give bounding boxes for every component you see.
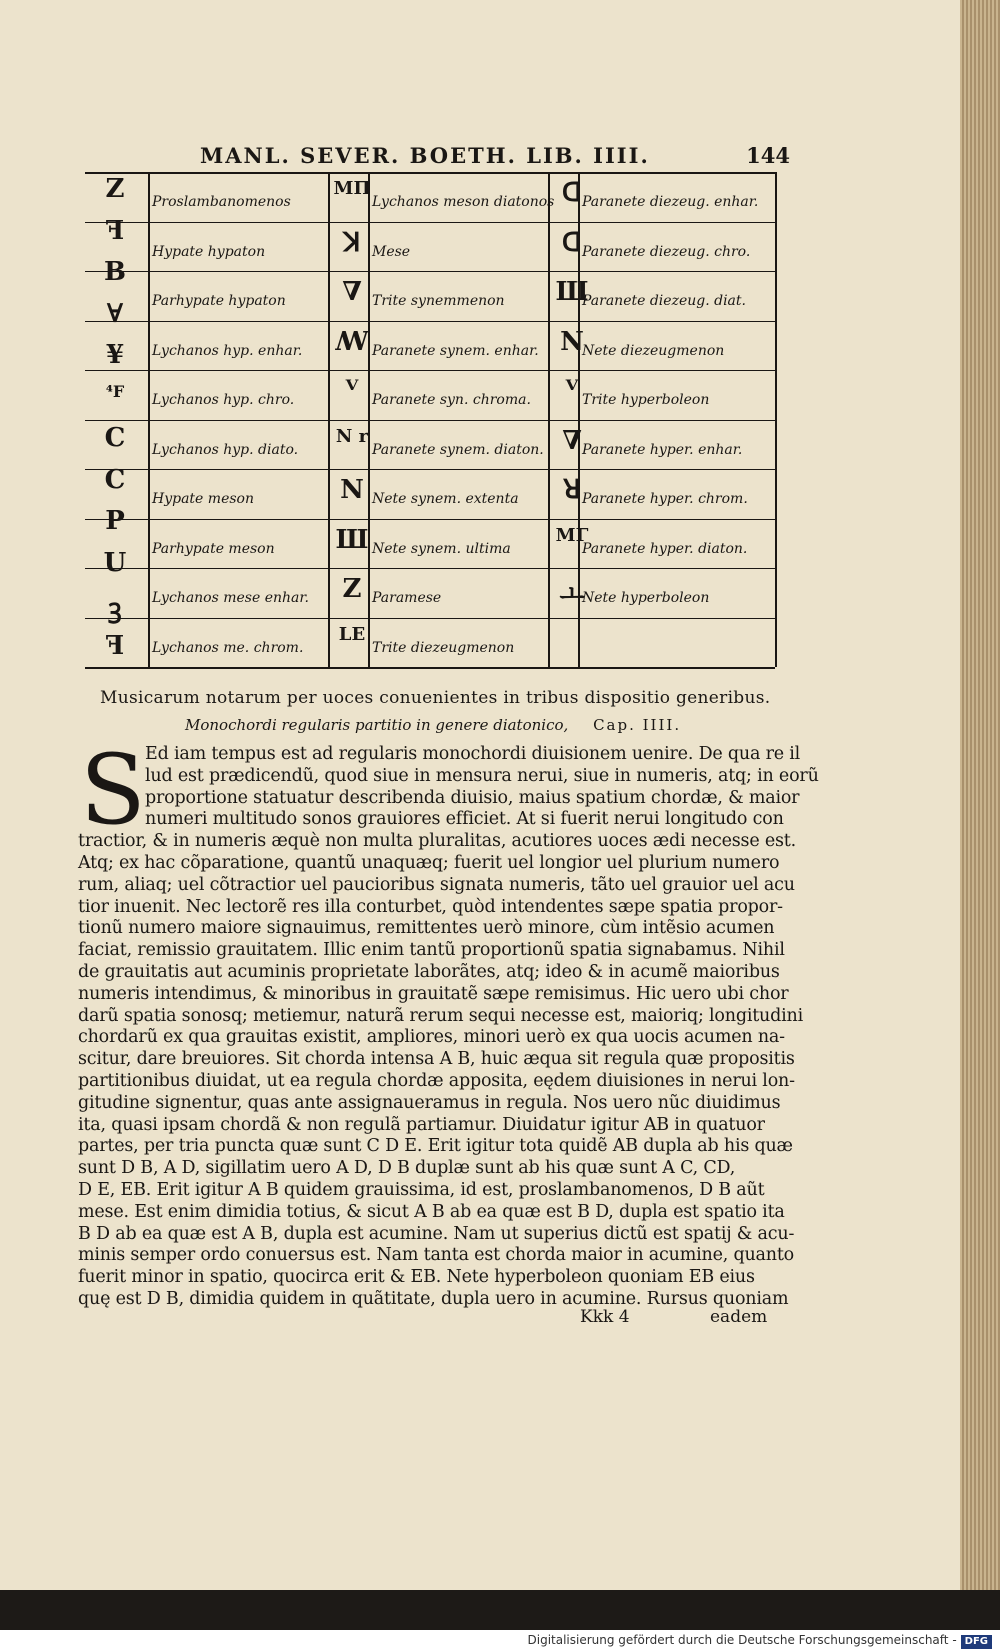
body-text-line: numeri multitudo sonos grauiores efficiet. At si fuerit nerui longitudo con [145, 809, 784, 830]
left-note-sign: ꟻ [105, 215, 125, 246]
table-cell-label: Paranete diezeug. chro. [582, 243, 751, 260]
table-cell-label: Trite synemmenon [372, 293, 505, 309]
table-cell-sign: ΜΠ [333, 178, 371, 199]
left-note-sign: ⁴F [105, 381, 125, 401]
table-cell-label: Paranete synem. enhar. [372, 342, 539, 359]
table-rule [85, 321, 775, 322]
body-text-line: sunt D B, A D, sigillatim uero A D, D B duplæ sunt ab his quæ sunt A C, CD, [78, 1158, 736, 1179]
body-text-line: B D ab ea quæ est A B, dupla est acumine. Nam ut superius dictũ est spatij & acu- [78, 1223, 795, 1244]
left-note-sign: P [105, 506, 125, 536]
body-text-line: quę est D B, dimidia quidem in quãtitate, dupla uero in acumine. Rursus quoniam [78, 1289, 789, 1309]
body-text-line: chordarũ ex qua grauitas existit, ampliores, minori uerò ex qua uocis acumen na- [78, 1027, 785, 1048]
table-cell-label: Trite diezeugmenon [372, 639, 515, 656]
table-cell-sign: Ш [335, 524, 369, 555]
chapter-heading [185, 716, 681, 734]
table-cell-label: Paranete diezeug. diat. [582, 293, 746, 309]
body-text-line: fuerit minor in spatio, quocirca erit & EB. Nete hyperboleon quoniam EB eius [78, 1267, 755, 1288]
table-cell-sign: ꓤ [562, 475, 582, 505]
catchword: eadem [710, 1307, 768, 1327]
table-rule [85, 568, 775, 569]
table-cell-sign: ꓘ [343, 227, 361, 258]
table-rule [85, 420, 775, 421]
table-cell-label: Parhypate meson [152, 540, 275, 557]
left-note-sign: C [104, 423, 126, 453]
table-rule [85, 271, 775, 272]
table-rule [85, 618, 775, 619]
table-rule [85, 370, 775, 371]
table-cell-label: Paranete hyper. diaton. [582, 540, 748, 557]
table-cell-label: Paranete hyper. enhar. [582, 441, 743, 458]
left-note-sign: ꝫ [108, 594, 122, 624]
body-text-line: Ed iam tempus est ad regularis monochordi diuisionem uenire. De qua re il [145, 744, 801, 764]
digitization-credit [0, 1630, 1000, 1650]
table-cell-sign: ꓷ [562, 227, 582, 258]
scan-background [0, 1590, 1000, 1630]
body-text-line: tractior, & in numeris æquè non multa pluralitas, acutiores uoces ædi necesse est. [78, 831, 796, 852]
table-cell-label: Nete synem. ultima [372, 540, 511, 557]
left-note-sign: ¥ [105, 340, 125, 370]
body-text-line: darũ spatia sonosq; metiemur, naturã rerum sequi necesse est, maioriq; longitudini [78, 1005, 803, 1026]
table-cell-sign: Ζ [342, 574, 362, 604]
left-note-sign: B [104, 257, 126, 287]
body-text-line: tionũ numero maiore signauimus, remittentes uerò minore, cùm intẽsio acumen [78, 918, 775, 939]
table-rule [85, 667, 775, 669]
table-cell-label: Lychanos mese enhar. [152, 590, 309, 606]
credit-text: Digitalisierung gefördert durch die Deutsche Forschungsgemeinschaft - [527, 1633, 957, 1647]
body-text-line: proportione statuatur describenda diuisio, maius spatium chordæ, & maior [145, 787, 800, 808]
table-cell-label: Lychanos me. chrom. [152, 639, 304, 656]
table-cell-label: Paranete synem. diaton. [372, 441, 544, 458]
table-cell-label: Nete synem. extenta [372, 491, 519, 507]
body-text-line: gitudine signentur, quas ante assignaueramus in regula. Nos uero nũc diuidimus [78, 1092, 781, 1113]
body-text-line: mese. Est enim dimidia totius, & sicut A B ab ea quæ est B D, dupla est spatio ita [78, 1201, 785, 1222]
table-cell-sign: ㅗ [559, 580, 585, 610]
table-cell-sign: N [560, 326, 584, 357]
running-header [200, 143, 790, 168]
signature-mark: Kkk 4 [580, 1307, 630, 1327]
table-cell-label: Parhypate hypaton [152, 293, 286, 309]
page-number: 144 [746, 143, 790, 168]
table-rule [85, 519, 775, 520]
table-cell-label: Trite hyperboleon [582, 392, 710, 408]
table-cell-label: Lychanos meson diatonos [372, 194, 555, 210]
table-cell-label: Lychanos hyp. diato. [152, 441, 299, 458]
table-cell-sign: ꓷ [562, 178, 582, 208]
table-cell-label: Hypate meson [152, 491, 254, 507]
body-text-line: de grauitatis aut acuminis proprietate laborãtes, atq; ideo & in acumẽ maioribus [78, 962, 780, 982]
chapter-number: Cap. IIII. [593, 716, 682, 734]
table-cell-label: Paranete hyper. chrom. [582, 491, 748, 507]
table-cell-label: Paranete diezeug. enhar. [582, 194, 759, 210]
table-rule [85, 172, 775, 174]
table-rule [85, 469, 775, 470]
table-cell-label: Mese [372, 243, 411, 260]
table-cell-label: Lychanos hyp. chro. [152, 392, 295, 408]
table-column-rule [148, 172, 150, 667]
table-cell-sign: ∇ [342, 277, 362, 307]
left-note-sign: ꟻ [105, 630, 125, 661]
table-cell-label: Lychanos hyp. enhar. [152, 342, 303, 359]
body-text-line: D E, EB. Erit igitur A B quidem grauissima, id est, proslambanomenos, D B aũt [78, 1180, 765, 1200]
table-caption: Musicarum notarum per uoces conuenientes in tribus dispositio generibus. [100, 688, 771, 708]
body-text-line: scitur, dare breuiores. Sit chorda intensa A B, huic æqua sit regula quæ propositis [78, 1049, 795, 1070]
page-edge [960, 0, 1000, 1590]
body-text-line: minis semper ordo conuersus est. Nam tanta est chorda maior in acumine, quanto [78, 1245, 794, 1266]
table-cell-sign: ꟿ [335, 326, 369, 357]
table-cell-sign: ⱽ [345, 376, 359, 406]
table-cell-sign: ΜΓ [555, 524, 589, 546]
left-note-sign: C [104, 464, 126, 495]
dfg-logo: DFG [961, 1635, 992, 1649]
table-cell-sign: N [340, 475, 364, 505]
table-cell-label: Hypate hypaton [152, 243, 266, 260]
left-note-sign: Z [105, 174, 125, 204]
table-cell-label: Nete diezeugmenon [582, 342, 725, 359]
table-cell-sign: ⱽ [565, 376, 579, 406]
chapter-title: Monochordi regularis partitio in genere diatonico, [185, 716, 569, 734]
body-text-line: numeris intendimus, & minoribus in grauitatẽ sæpe remisimus. Hic uero ubi chor [78, 983, 789, 1004]
running-title: MANL. SEVER. BOETH. LIB. IIII. [200, 143, 650, 168]
table-cell-label: Nete hyperboleon [582, 590, 710, 606]
body-text-line: faciat, remissio grauitatem. Illic enim tantũ proportionũ spatia signabamus. Nihil [78, 940, 785, 961]
drop-capital: S [80, 734, 146, 846]
table-cell-sign: N r [335, 425, 369, 447]
table-cell-label: Paranete syn. chroma. [372, 392, 531, 408]
body-text-line: ita, quasi ipsam chordã & non regulã partiamur. Diuidatur igitur AB in quatuor [78, 1114, 765, 1135]
table-cell-label: Paramese [372, 590, 442, 606]
body-text-line: Atq; ex hac cõparatione, quantũ unaquæq; fuerit uel longior uel plurium numero [78, 853, 780, 873]
body-text-line: partitionibus diuidat, ut ea regula chordæ apposita, eędem diuisiones in nerui lon- [78, 1071, 795, 1091]
body-text-line: tior inuenit. Nec lectorẽ res illa conturbet, quòd intendentes sæpe spatia propor- [78, 896, 783, 917]
table-cell-sign: ∇ [562, 425, 582, 456]
body-text-line: partes, per tria puncta quæ sunt C D E. Erit igitur tota quidẽ AB dupla ab his quæ [78, 1136, 793, 1157]
table-cell-sign: Ш [555, 277, 589, 307]
body-text-line: rum, aliaq; uel cõtractior uel paucioribus signata numeris, tãto uel grauior uel acu [78, 874, 795, 895]
left-note-sign: U [103, 547, 127, 578]
table-cell-sign: LE [338, 623, 366, 645]
table-cell-label: Proslambanomenos [152, 194, 291, 210]
body-text-line: lud est prædicendũ, quod siue in mensura nerui, siue in numeris, atq; in eorũ [145, 765, 819, 786]
left-note-sign: ∀ [106, 298, 124, 329]
table-rule [85, 222, 775, 223]
table-column-rule [775, 172, 777, 667]
